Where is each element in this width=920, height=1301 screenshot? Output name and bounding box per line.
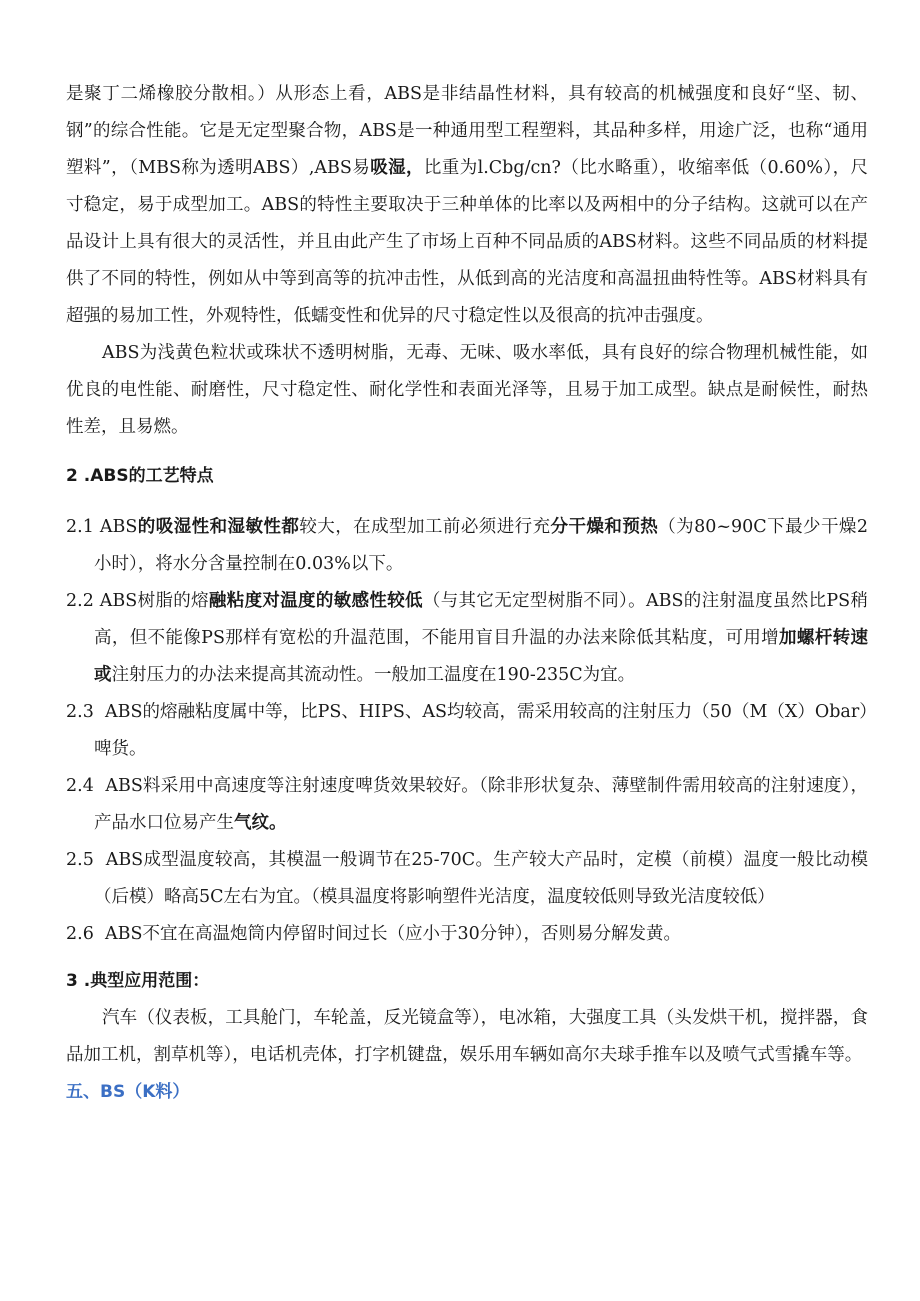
process-item-2-1 (66, 509, 868, 583)
item-text: （与其它无定型树脂不同）。ABS的注射温度虽然比PS稍高，但不能像PS那样有宽松的升温范围，不能用盲目升温的办法来除低其粘度，可用增 (94, 591, 869, 648)
item-text: ABS料采用中高速度等注射速度啤货效果较好。（除非形状复杂、薄壁制件需用较高的注射速度），产品水口位易产生 (94, 776, 868, 833)
item-number: 2.4 (66, 776, 94, 796)
item-text: ABS成型温度较高，其模温一般调节在25-70C。生产较大产品时，定模（前模）温度一般比动模（后模）略高5C左右为宜。（模具温度将影响塑件光洁度，温度较低则导致光洁度较低） (94, 850, 868, 907)
application-paragraph: 汽车（仪表板，工具舱门，车轮盖，反光镜盒等），电冰箱，大强度工具（头发烘干机，搅拌器，食品加工机，割草机等），电话机壳体，打字机键盘，娱乐用车辆如高尔夫球手推车以及喷气式雪撬车等。 (66, 1008, 868, 1065)
process-item-2-2 (66, 583, 868, 694)
item-bold-text: 的吸湿性和湿敏性都 (137, 517, 300, 537)
item-number: 2.6 (66, 924, 94, 944)
section-5-heading: 五、BS（K料） (66, 1082, 190, 1102)
intro-paragraph-2: ABS为浅黄色粒状或珠状不透明树脂，无毒、无味、吸水率低，具有良好的综合物理机械性能，如优良的电性能、耐磨性，尺寸稳定性、耐化学性和表面光泽等，且易于加工成型。缺点是耐候性，耐热性差，且易燃。 (66, 343, 868, 437)
item-number: 2.5 (66, 850, 94, 870)
intro-text: 是聚丁二烯橡胶分散相。）从形态上看，ABS是非结晶性材料，具有较高的机械强度和良好“坚、韧、钢”的综合性能。它是无定型聚合物，ABS是一种通用型工程塑料，其品种多样，用途广泛，也称“通用塑料”，（MBS称为透明ABS）,ABS易 (66, 84, 868, 178)
item-text: ABS (99, 517, 138, 537)
item-number: 2.3 (66, 702, 94, 722)
process-item-2-6 (66, 916, 868, 953)
item-text: ABS树脂的熔 (99, 591, 209, 611)
item-bold-text: 气纹。 (234, 813, 287, 833)
intro-paragraph-1 (66, 76, 868, 335)
section-3-heading: 3 .典型应用范围： (66, 971, 210, 991)
intro-bold-text: 吸湿， (370, 158, 424, 178)
process-item-2-3 (66, 694, 868, 768)
item-bold-text: 加螺杆转速或 (94, 628, 868, 685)
process-item-2-5 (66, 842, 868, 916)
item-text: ABS不宜在高温炮筒内停留时间过长（应小于30分钟），否则易分解发黄。 (104, 924, 681, 944)
document-page (66, 76, 868, 1111)
item-text: ABS的熔融粘度属中等，比PS、HIPS、AS均较高，需采用较高的注射压力（50（M（X）Obar）啤货。 (94, 702, 868, 759)
intro-text-continued: 比重为l.Cbg/cn?（比水略重），收缩率低（0.60%），尺寸稳定，易于成型加工。ABS的特性主要取决于三种单体的比率以及两相中的分子结构。这就可以在产品设计上具有很大的灵活性，并且由此产生了市场上百种不同品质的ABS材料。这些不同品质的材料提供了不同的特性，例如从中等到高等的抗冲击性，从低到高的光洁度和高温扭曲特性等。ABS材料具有超强的易加工性，外观特性，低蠕变性和优异的尺寸稳定性以及很高的抗冲击强度。 (66, 158, 869, 326)
item-text: （为80~90C下最少干燥2小时），将水分含量控制在0.03%以下。 (94, 517, 868, 574)
item-text: 注射压力的办法来提高其流动性。一般加工温度在190-235C为宜。 (111, 665, 636, 685)
item-number: 2.1 (66, 517, 94, 537)
item-bold-text: 分干燥和预热 (550, 517, 659, 537)
process-item-2-4 (66, 768, 868, 842)
item-text: 较大，在成型加工前必须进行充 (299, 517, 551, 537)
item-number: 2.2 (66, 591, 94, 611)
item-bold-text: 融粘度对温度的敏感性较低 (208, 591, 423, 611)
section-2-heading: 2 .ABS的工艺特点 (66, 466, 214, 486)
